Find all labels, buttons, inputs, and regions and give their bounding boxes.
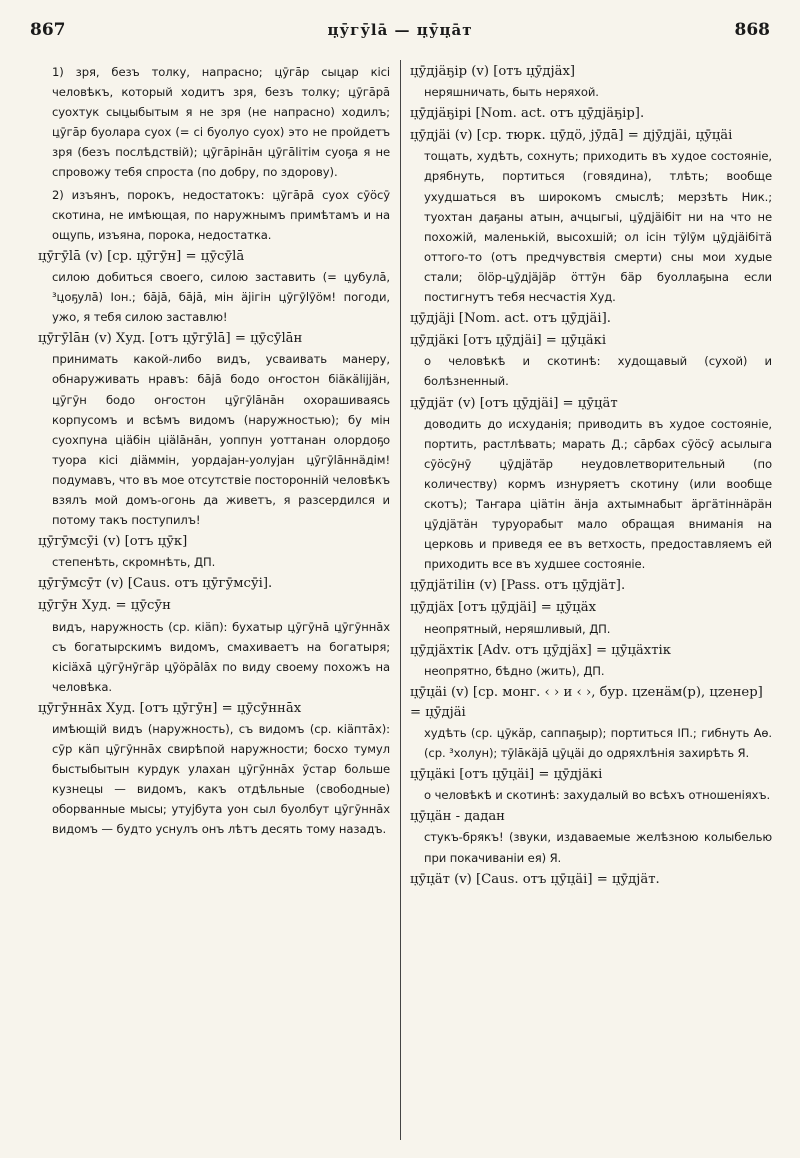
- entry-headword: ц̣ӯдjäт (v) [отъ ц̣ӯдjäі] = ц̣ӯц̣äт: [410, 395, 618, 411]
- dictionary-entry: [410, 683, 772, 763]
- running-title: ц̣ӯгӯlā — ц̣ӯц̣āт: [327, 21, 473, 39]
- entry-headword: ц̣ӯгӯн Худ. = ц̣ӯсӯн: [38, 598, 171, 614]
- page-number-left: 867: [30, 20, 66, 40]
- dictionary-entry: [38, 574, 390, 594]
- dictionary-entry: [410, 765, 772, 805]
- entry-headword: ц̣ӯдjäтіlін (v) [Pass. отъ ц̣ӯдjäт].: [410, 578, 626, 594]
- dictionary-entry: [38, 699, 390, 840]
- entry-headword: ц̣ӯдjäҕірі [Nom. act. отъ ц̣ӯдjäҕір].: [410, 106, 645, 122]
- dictionary-entry: [410, 126, 772, 307]
- entry-definition: 1) зря, безъ толку, напрасно; ц̣ӯгāр сыц̣ар кісі человѣкъ, который ходитъ зря, безъ толку; ц̣ӯгāрā суохтук сыц̣ыбытым я не зря (не напрасно) ходилъ; ц̣ӯгāр буолара суох (= сі буолуо суох) это не пройдетъ зря (безъ послѣдствій); ц̣ӯгāрінāн ц̣ӯгālітім суоҕа я не спровожу тебя спроста (по добру, по здорову).: [52, 65, 390, 180]
- entry-definition: неряшничать, быть неряхой.: [424, 85, 599, 100]
- entry-definition: худѣть (ср. ц̣ӯкäр, саппаҕыр); портиться ІП.; гибнуть Аѳ. (ср. ³холун); тӯlāкäjā ц̣ӯц̣äі до одряхлѣнія захирѣть Я.: [424, 726, 772, 761]
- entry-headword: ц̣ӯдjäкі [отъ ц̣ӯдjäі] = ц̣ӯц̣äкі: [410, 333, 607, 349]
- page-number-right: 868: [734, 20, 770, 40]
- column-divider: [400, 60, 401, 1140]
- entry-headword: ц̣ӯц̣äн - дадан: [410, 809, 505, 825]
- dictionary-entry: [410, 104, 772, 124]
- entry-definition: неопрятно, бѣдно (жить), ДП.: [424, 663, 605, 678]
- entry-headword: ц̣ӯдjäjі [Nom. act. отъ ц̣ӯдjäі].: [410, 311, 611, 327]
- dictionary-entry: [410, 394, 772, 575]
- entry-definition: видъ, наружность (ср. кіäп): бухатыр ц̣ӯгӯнā ц̣ӯгӯннāх съ богатырскимъ видомъ, смахиваетъ на богатыря; кісіäхā ц̣ӯгӯнӯгäр ц̣ӯöрālāх по виду своему похожъ на человѣка.: [52, 619, 390, 694]
- dictionary-entry: [410, 807, 772, 867]
- entry-headword: ц̣ӯгӯмсӯт (v) [Caus. отъ ц̣ӯгӯмсӯі].: [38, 576, 273, 592]
- entry-headword: ц̣ӯгӯlāн (v) Худ. [отъ ц̣ӯгӯlā] = ц̣ӯсӯlāн: [38, 331, 303, 347]
- page-header: [30, 10, 770, 50]
- entry-definition: доводить до исхуданія; приводить въ худое состояніе, портить, растлѣвать; марать Д.; сāрбах сӯöсӯ асылыга сӯöсӯнӯ ц̣ӯдjäтäр неудовлетворительный (по количеству) кормъ изнуряетъ скотину (или вообще скотъ); Таҥара ціäтін äнjа ахтымнабыт äргäтіннäрäн ц̣ӯдjäтäн туруорабыт мало обращая вниманія на церковь и приведя ее въ ветхость, предоставляемъ ей приходить все въ худшее состояніе.: [424, 416, 772, 572]
- entry-definition: тощать, худѣть, сохнуть; приходить въ худое состояніе, дрябнуть, портиться (говядина), тлѣть; вообще ухудшаться въ широкомъ смыслѣ; мерзѣть Ник.; туохтан даҕаны атын, ачцыгыі, ц̣ӯдjäібіт ни на что не похожій, маленькій, высохшій; ол ісін тӯlӯм ц̣ӯдjäібітä оттого-то (отъ предчувствія смерти) сны мои худые стали; ölöр-ц̣ӯдjäjäр öттӯн бäр буоллаҕына если постигнутъ тебя несчастія Худ.: [424, 149, 772, 305]
- entry-headword: ц̣ӯдjäх [отъ ц̣ӯдjäі] = ц̣ӯц̣äх: [410, 600, 597, 616]
- entry-definition: 2) изъянъ, порокъ, недостатокъ: ц̣ӯгāрā суох сӯöсӯ скотина, не имѣющая, по наружнымъ примѣтамъ и на ощупь, изъяна, порока, недостатка.: [52, 187, 390, 242]
- entry-definition: силою добиться своего, силою заставить (= ц̣убулā, ³ц̣оҕулā) Іон.; бājā, бājā, мін äjiгін ц̣ӯгӯlӯöм! погоди, ужо, я тебя силою заставлю!: [52, 269, 390, 325]
- dictionary-entry: [410, 331, 772, 391]
- left-column: [38, 62, 390, 842]
- entry-headword: ц̣ӯдjäхтік [Adv. отъ ц̣ӯдjäх] = ц̣ӯц̣äхтік: [410, 642, 671, 658]
- dictionary-entry: [38, 185, 390, 245]
- entry-headword: ц̣ӯц̣äт (v) [Caus. отъ ц̣ӯц̣äі] = ц̣ӯдjäт.: [410, 871, 660, 887]
- dictionary-entry: [38, 329, 390, 530]
- entry-headword: ц̣ӯгӯннāх Худ. [отъ ц̣ӯгӯн] = ц̣ӯсӯннāх: [38, 700, 302, 716]
- entry-headword: ц̣ӯгӯмсӯі (v) [отъ ц̣ӯк]: [38, 534, 188, 550]
- entry-headword: ц̣ӯц̣äкі [отъ ц̣ӯц̣äі] = ц̣ӯдjäкі: [410, 767, 603, 783]
- dictionary-entry: [410, 598, 772, 638]
- entry-headword: ц̣ӯц̣äі (v) [ср. монг. ‹ › и ‹ ›, бур. цzенäм(р), цzенер] = ц̣ӯдjäі: [410, 684, 763, 720]
- dictionary-entry: [38, 62, 390, 183]
- entry-definition: о человѣкѣ и скотинѣ: худощавый (сухой) и болѣзненный.: [424, 354, 772, 389]
- dictionary-entry: [38, 532, 390, 572]
- entry-definition: принимать какой-либо видъ, усваивать манеру, обнаруживать нравъ: бājā бодо оҥостон біäкälijjäн, ц̣ӯгӯн бодо оҥостон ц̣ӯгӯlāнāн охорашиваясь корпусомъ и всѣмъ видомъ (наружностью); бу мін суохпуна ціäбін ціälāнāн, уоппун уоттанан олордоҕо туора кісі діäммін, уордаjан-уолуjан ц̣ӯгӯlāннäдім! подумавъ, что въ мое отсутствіе посторонній человѣкъ взялъ мой домъ-огонь да живетъ, я разсердился и потому такъ поступилъ!: [52, 352, 390, 528]
- entry-definition: стукъ-брякъ! (звуки, издаваемые желѣзною колыбелью при покачиваніи ея) Я.: [424, 830, 772, 865]
- entry-headword: ц̣ӯдjäҕір (v) [отъ ц̣ӯдjäх]: [410, 64, 576, 79]
- dictionary-entry: [410, 870, 772, 890]
- dictionary-entry: [38, 596, 390, 696]
- dictionary-entry: [410, 309, 772, 329]
- dictionary-entry: [38, 247, 390, 327]
- entry-definition: неопрятный, неряшливый, ДП.: [424, 621, 611, 636]
- entry-definition: степенѣть, скромнѣть, ДП.: [52, 555, 216, 570]
- dictionary-entry: [410, 576, 772, 596]
- dictionary-entry: [410, 62, 772, 102]
- entry-definition: о человѣкѣ и скотинѣ: захудалый во всѣхъ отношеніяхъ.: [424, 788, 771, 803]
- entry-definition: имѣющій видъ (наружность), съ видомъ (ср. кіäптāх): сӯр кäп ц̣ӯгӯннāх свирѣпой наружности; босхо тумул быстыбытын курдук улахан ц̣ӯгӯннāх ӯстар больше кузнецы — видомъ, какъ отдѣльные (свободные) оборванные мысы; утуjбута уон сыл буолбут ц̣ӯгӯннāх видомъ — будто уснулъ онъ лѣтъ десять тому назадъ.: [52, 722, 390, 837]
- right-column: [410, 62, 772, 892]
- entry-headword: ц̣ӯгӯlā (v) [ср. ц̣ӯгӯн] = ц̣ӯсӯlā: [38, 248, 245, 264]
- entry-headword: ц̣ӯдjäі (v) [ср. тюрк. цӯдӧ, jӯдā] = дjӯдjäі, ц̣ӯц̣äі: [410, 128, 733, 144]
- dictionary-entry: [410, 641, 772, 681]
